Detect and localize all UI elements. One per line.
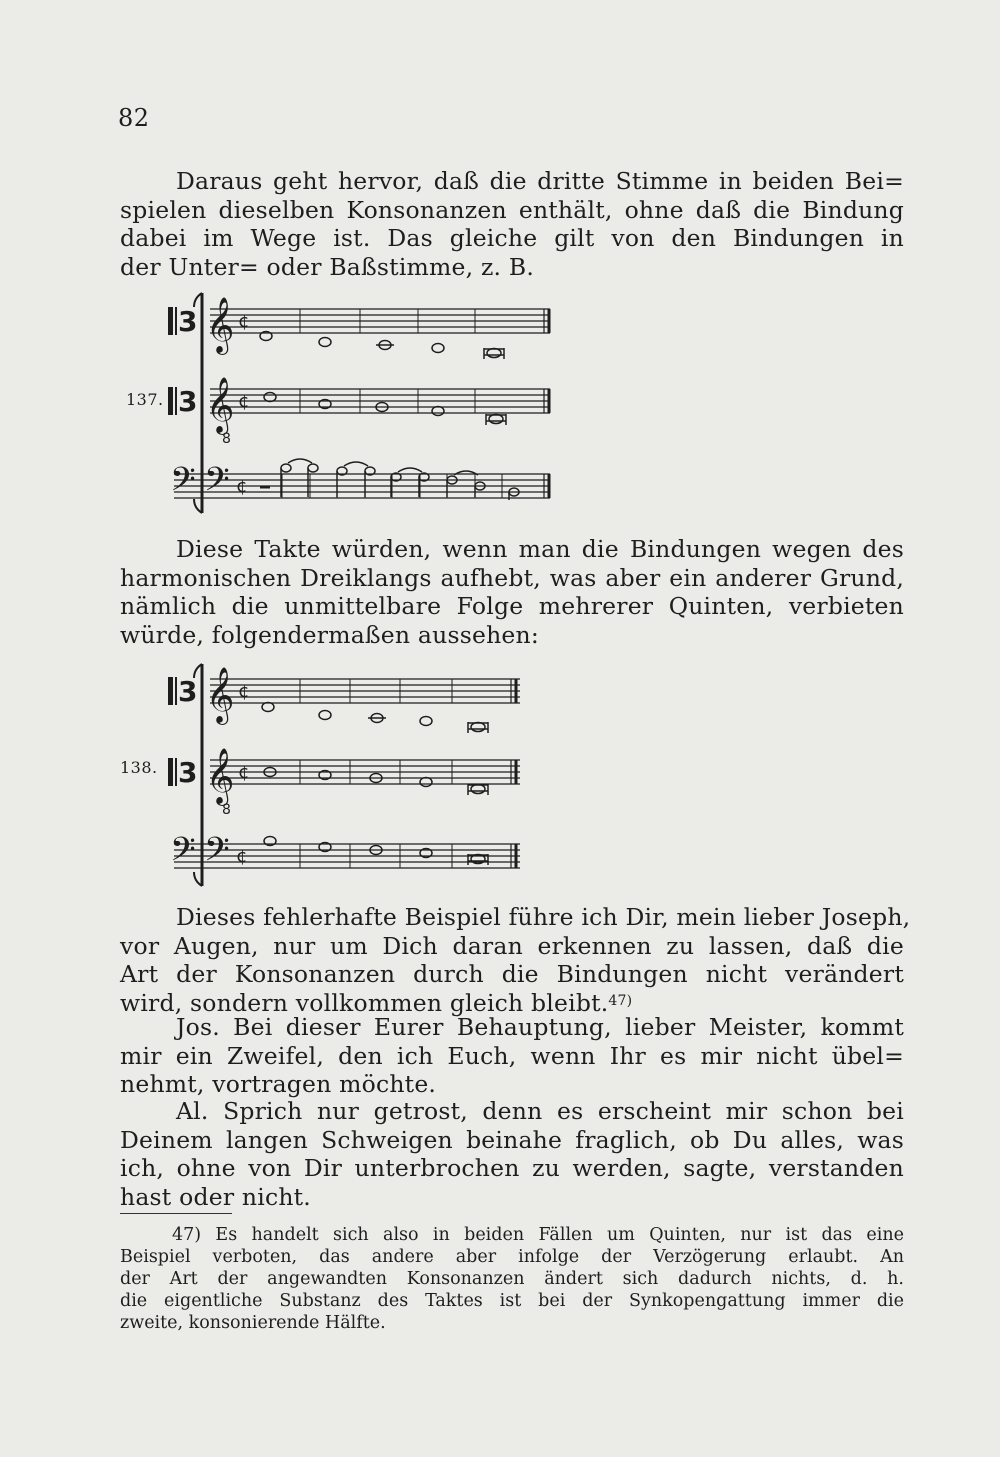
text-line: nämlich die unmittelbare Folge mehrerer Quinten, verbieten bbox=[120, 592, 904, 620]
text-line: würde, folgendermaßen aussehen: bbox=[120, 620, 539, 649]
page-number: 82 bbox=[118, 104, 150, 132]
staff-1 bbox=[210, 309, 550, 333]
svg-text:3: 3 bbox=[178, 756, 198, 789]
text-line: vor Augen, nur um Dich daran erkennen zu lassen, daß die bbox=[120, 931, 904, 960]
paragraph-3 bbox=[120, 903, 911, 1017]
footnote bbox=[120, 1224, 904, 1334]
footnote-line: 47) Es handelt sich also in beiden Fällen um Quinten, nur ist das eine bbox=[172, 1225, 904, 1245]
breve-note bbox=[489, 415, 503, 424]
text-line: nehmt, vortragen möchte. bbox=[120, 1070, 437, 1098]
whole-note bbox=[420, 717, 432, 726]
footnote-line: zweite, konsonierende Hälfte. bbox=[120, 1313, 386, 1333]
text-line: Deinem langen Schweigen beinahe fraglich, ob Du alles, was bbox=[120, 1125, 904, 1154]
footnote-rule bbox=[120, 1213, 232, 1214]
whole-note bbox=[319, 338, 331, 347]
cut-time-icon: ¢ bbox=[236, 846, 248, 867]
staff-2 bbox=[210, 389, 550, 413]
text-line: spielen dieselben Konsonanzen enthält, ohne daß die Bindung bbox=[120, 195, 904, 224]
example-number-137: 137. bbox=[126, 390, 164, 409]
cut-time-icon: ¢ bbox=[238, 311, 250, 332]
cut-time-icon: ¢ bbox=[238, 762, 250, 783]
example-number-138: 138. bbox=[120, 758, 158, 777]
cut-time-icon: ¢ bbox=[238, 681, 250, 702]
staff-2 bbox=[210, 760, 520, 784]
cut-time-icon: ¢ bbox=[238, 391, 250, 412]
breve-note bbox=[471, 785, 485, 794]
bass-clef-icon: 𝄢 bbox=[170, 461, 196, 507]
whole-note bbox=[432, 407, 444, 416]
footnote-line: der Art der angewandten Konsonanzen ändert sich dadurch nichts, d. h. bbox=[120, 1269, 904, 1289]
whole-note bbox=[319, 711, 331, 720]
footnote-line: die eigentliche Substanz des Taktes ist bei der Synkopengattung immer die bbox=[120, 1291, 904, 1311]
paragraph-2 bbox=[120, 535, 904, 649]
treble-clef-8-icon: 𝄞 bbox=[206, 748, 235, 804]
text-line: harmonischen Dreiklangs aufhebt, was aber ein anderer Grund, bbox=[120, 563, 904, 592]
text-line: Jos. Bei dieser Eurer Behauptung, lieber Meister, kommt bbox=[176, 1013, 904, 1041]
text-line: Diese Takte würden, wenn man die Bindungen wegen des bbox=[176, 535, 904, 563]
text-line: dabei im Wege ist. Das gleiche gilt von den Bindungen in bbox=[120, 224, 904, 252]
whole-note bbox=[420, 778, 432, 787]
cut-time-icon: ¢ bbox=[236, 476, 248, 497]
footnote-ref: 47) bbox=[608, 992, 633, 1009]
footnote-line: Beispiel verboten, das andere aber infolge der Verzögerung erlaubt. An bbox=[120, 1247, 904, 1267]
music-example-138 bbox=[160, 660, 540, 890]
whole-note bbox=[264, 393, 276, 402]
text-line: Al. Sprich nur getrost, denn es erscheint mir schon bei bbox=[176, 1097, 904, 1125]
text-line: hast oder nicht. bbox=[120, 1182, 311, 1211]
svg-text:3: 3 bbox=[178, 305, 198, 338]
svg-text:3: 3 bbox=[178, 385, 198, 418]
staff-3 bbox=[174, 474, 550, 498]
text-line: Dieses fehlerhafte Beispiel führe ich Dir, mein lieber Joseph, bbox=[176, 903, 911, 931]
text-line: Art der Konsonanzen durch die Bindungen nicht verändert bbox=[120, 960, 904, 988]
staff-1 bbox=[210, 679, 520, 703]
paragraph-1 bbox=[120, 167, 904, 281]
svg-text:8: 8 bbox=[222, 431, 231, 447]
bass-clef-icon: 𝄢 bbox=[204, 461, 230, 507]
text-line: ich, ohne von Dir unterbrochen zu werden, sagte, verstanden bbox=[120, 1154, 904, 1182]
treble-clef-icon: 𝄞 bbox=[206, 667, 235, 723]
breve-note bbox=[487, 349, 501, 358]
text-line: der Unter= oder Baßstimme, z. B. bbox=[120, 252, 535, 281]
c-clef-icon bbox=[168, 305, 197, 338]
svg-text:3: 3 bbox=[178, 675, 198, 708]
c-clef-icon bbox=[168, 756, 197, 789]
text-line: Daraus geht hervor, daß die dritte Stimme in beiden Bei= bbox=[176, 167, 904, 195]
whole-note bbox=[262, 703, 274, 712]
treble-clef-8-icon: 𝄞 bbox=[206, 377, 235, 433]
text-line-content: wird, sondern vollkommen gleich bleibt. bbox=[120, 988, 609, 1017]
paragraph-5 bbox=[120, 1097, 904, 1211]
breve-note bbox=[471, 723, 485, 732]
treble-clef-icon: 𝄞 bbox=[206, 297, 235, 353]
bass-clef-icon: 𝄢 bbox=[204, 831, 230, 877]
svg-text:8: 8 bbox=[222, 802, 231, 818]
whole-note bbox=[432, 344, 444, 353]
music-example-137 bbox=[160, 285, 560, 520]
text-line: mir ein Zweifel, den ich Euch, wenn Ihr es mir nicht übel= bbox=[120, 1041, 904, 1070]
paragraph-4 bbox=[120, 1013, 904, 1099]
c-clef-icon bbox=[168, 675, 197, 708]
c-clef-icon bbox=[168, 385, 197, 418]
bass-clef-icon: 𝄢 bbox=[170, 831, 196, 877]
